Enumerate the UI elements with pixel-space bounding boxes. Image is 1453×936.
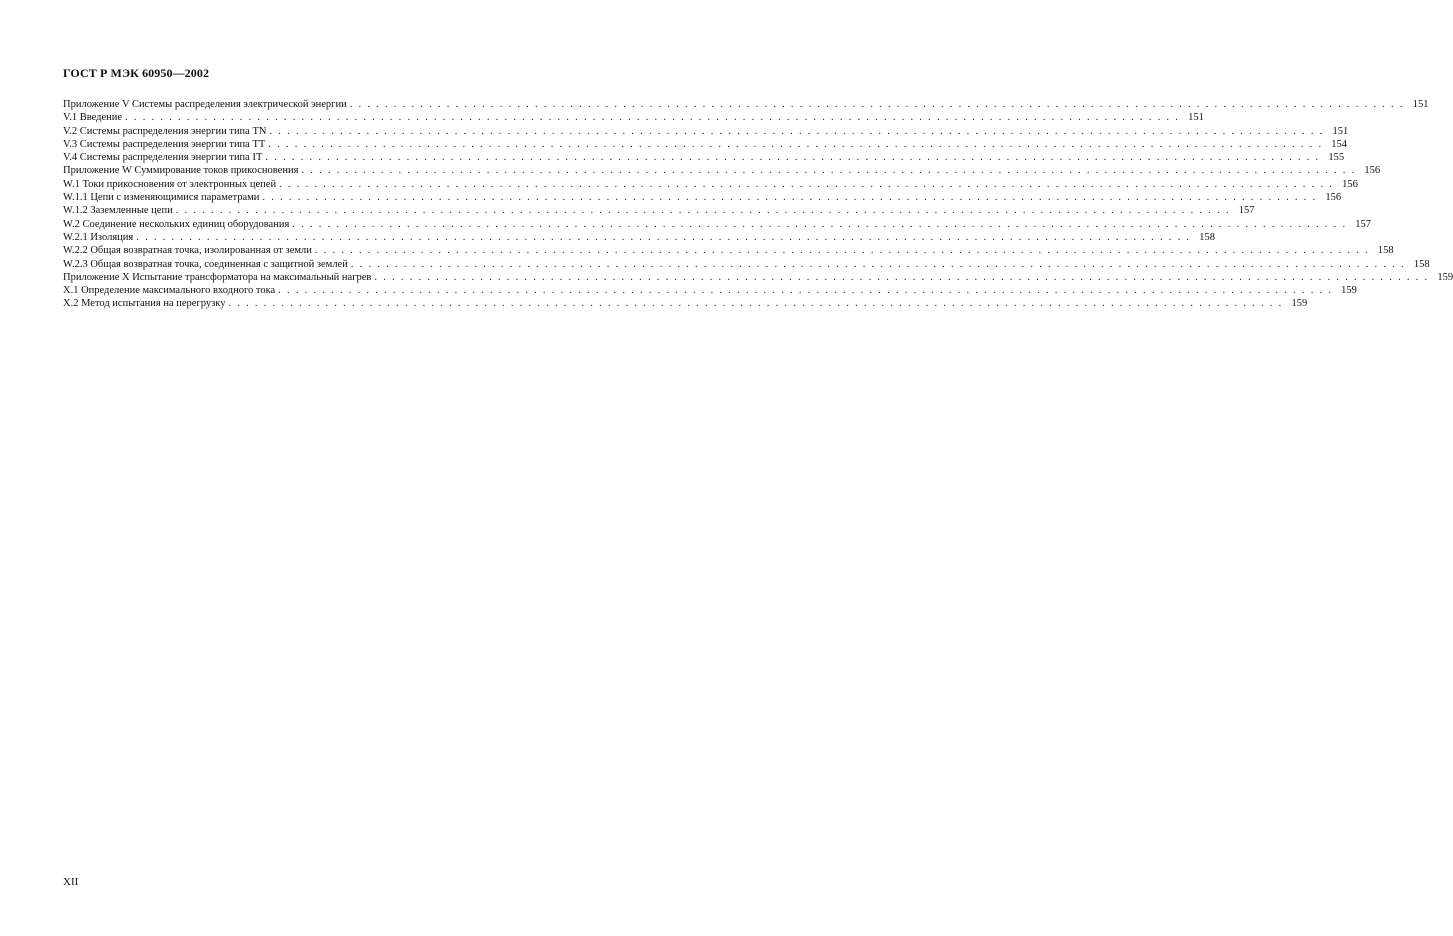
toc-leader-dots: ........................................................................................................................ <box>265 152 1325 164</box>
toc-entry-page: 159 <box>1291 298 1308 310</box>
toc-entry-page: 159 <box>1437 271 1453 283</box>
toc-leader-dots: ........................................................................................................................ <box>292 218 1352 230</box>
table-of-contents <box>63 98 1453 311</box>
toc-leader-dots: ........................................................................................................................ <box>125 112 1185 124</box>
toc-leader-dots: ........................................................................................................................ <box>262 192 1322 204</box>
toc-entry <box>63 191 1342 204</box>
toc-entry-title: W.2.3 Общая возвратная точка, соединенная с защитной землей <box>63 258 348 270</box>
toc-leader-dots: ........................................................................................................................ <box>349 99 1409 110</box>
toc-entry-title: W.1.1 Цепи с изменяющимися параметрами <box>63 192 260 204</box>
toc-entry <box>63 98 1429 111</box>
toc-entry-page: 159 <box>1341 285 1357 297</box>
toc-entry-title: W.2.1 Изоляция <box>63 231 134 243</box>
toc-leader-dots: ........................................................................................................................ <box>278 285 1338 297</box>
toc-entry <box>63 271 1453 284</box>
toc-entry-title: X.2 Метод испытания на перегрузку <box>63 298 226 310</box>
toc-entry <box>63 111 1204 124</box>
toc-leader-dots: ........................................................................................................................ <box>175 205 1235 217</box>
toc-entry-page: 157 <box>1238 205 1255 217</box>
toc-entry-page: 158 <box>1413 258 1430 270</box>
toc-leader-dots: ........................................................................................................................ <box>228 298 1288 310</box>
toc-entry-page: 151 <box>1332 125 1349 137</box>
toc-entry-title: W.1 Токи прикосновения от электронных цепей <box>63 178 277 190</box>
toc-entry-title: V.4 Системы распределения энергии типа IT <box>63 152 263 164</box>
toc-entry-page: 155 <box>1328 152 1345 164</box>
toc-entry-page: 158 <box>1199 231 1215 243</box>
toc-entry <box>63 204 1255 217</box>
toc-entry <box>63 218 1372 231</box>
toc-leader-dots: ........................................................................................................................ <box>350 258 1410 270</box>
page-number: XII <box>63 876 79 888</box>
toc-entry-page: 151 <box>1188 112 1204 124</box>
page-header: ГОСТ Р МЭК 60950—2002 <box>63 66 210 80</box>
toc-entry-page: 158 <box>1377 245 1394 257</box>
toc-leader-dots: ........................................................................................................................ <box>136 231 1196 243</box>
toc-entry-title: W.2 Соединение нескольких единиц оборудования <box>63 218 290 230</box>
toc-entry-title: V.2 Системы распределения энергии типа TN <box>63 125 267 137</box>
toc-entry-page: 156 <box>1342 178 1358 190</box>
toc-entry <box>63 244 1394 257</box>
toc-entry-title: W.2.2 Общая возвратная точка, изолированная от земли <box>63 245 312 257</box>
toc-entry-page: 154 <box>1331 138 1348 150</box>
toc-entry <box>63 151 1345 164</box>
toc-entry-title: X.1 Определение максимального входного тока <box>63 285 276 297</box>
toc-entry <box>63 178 1358 191</box>
toc-entry-title: Приложение V Системы распределения электрической энергии <box>63 99 347 110</box>
toc-entry <box>63 284 1357 297</box>
toc-entry-title: Приложение W Суммирование токов прикосновения <box>63 165 299 177</box>
toc-entry <box>63 164 1381 177</box>
toc-entry-page: 151 <box>1412 99 1429 110</box>
toc-leader-dots: ........................................................................................................................ <box>301 165 1361 177</box>
toc-entry <box>63 258 1430 271</box>
toc-entry-title: V.1 Введение <box>63 112 123 124</box>
toc-entry-title: V.3 Системы распределения энергии типа TT <box>63 138 266 150</box>
toc-leader-dots: ........................................................................................................................ <box>374 271 1434 283</box>
toc-entry-title: W.1.2 Заземленные цепи <box>63 205 173 217</box>
toc-entry-page: 157 <box>1355 218 1372 230</box>
toc-leader-dots: ........................................................................................................................ <box>269 125 1329 137</box>
toc-entry <box>63 231 1215 244</box>
toc-leader-dots: ........................................................................................................................ <box>279 178 1339 190</box>
toc-leader-dots: ........................................................................................................................ <box>314 245 1374 257</box>
toc-entry-page: 156 <box>1364 165 1381 177</box>
toc-entry <box>63 138 1348 151</box>
toc-entry <box>63 297 1308 310</box>
toc-entry-page: 156 <box>1325 192 1342 204</box>
toc-leader-dots: ........................................................................................................................ <box>268 138 1328 150</box>
toc-entry <box>63 125 1349 138</box>
toc-entry-title: Приложение X Испытание трансформатора на максимальный нагрев <box>63 271 372 283</box>
